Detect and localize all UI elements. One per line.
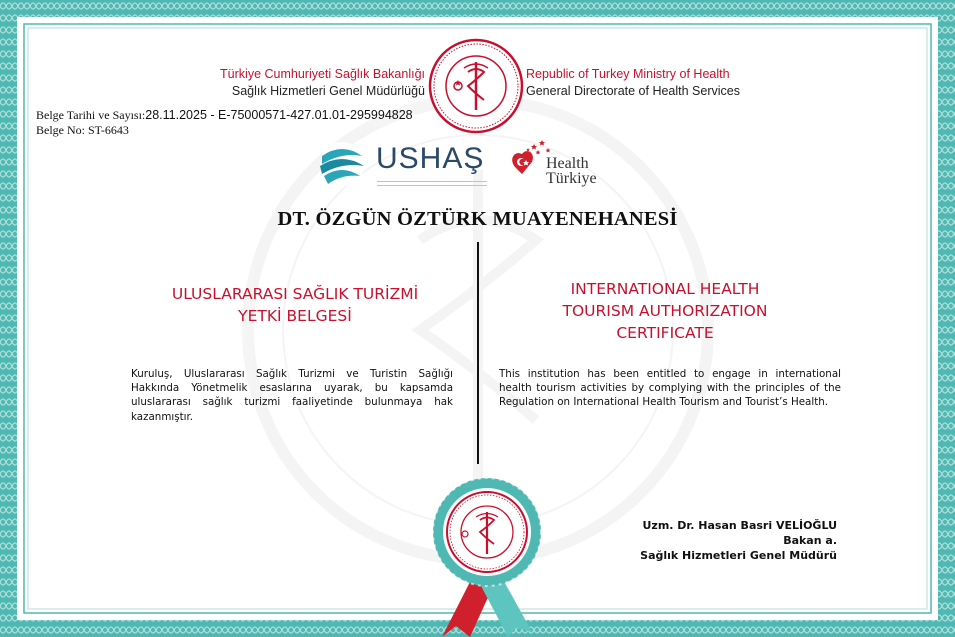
signatory-name: Uzm. Dr. Hasan Basri VELİOĞLU	[642, 519, 837, 532]
ushas-logo-subtext	[377, 180, 487, 188]
header-turkish	[220, 66, 425, 100]
ushas-logo-icon	[316, 138, 376, 190]
english-certificate-title	[490, 278, 840, 344]
ministry-seal-icon	[428, 38, 524, 134]
document-number: Belge No: ST-6643	[36, 123, 129, 137]
tr-title-line1: ULUSLARARASI SAĞLIK TURİZMİ	[171, 285, 419, 303]
header-english	[526, 66, 740, 100]
header-tr-ministry: Türkiye Cumhuriyeti Sağlık Bakanlığı	[220, 67, 425, 81]
signature-block	[640, 518, 837, 563]
signatory-proxy: Bakan a.	[783, 534, 837, 547]
ushas-logo-text: USHAŞ	[376, 142, 485, 175]
en-title-line2: TOURISM AUTHORIZATION	[562, 302, 768, 320]
en-title-line3: CERTIFICATE	[616, 324, 714, 342]
en-title-line1: INTERNATIONAL HEALTH	[570, 280, 760, 298]
signatory-title: Sağlık Hizmetleri Genel Müdürü	[640, 549, 837, 562]
column-divider	[477, 242, 479, 464]
health-logo-text-line1: Health	[546, 155, 589, 172]
header-en-directorate: General Directorate of Health Services	[526, 84, 740, 98]
health-logo-text-line2: Türkiye	[546, 170, 597, 187]
header-tr-directorate: Sağlık Hizmetleri Genel Müdürlüğü	[231, 84, 425, 98]
tr-title-line2: YETKİ BELGESİ	[238, 307, 352, 325]
turkish-body-text: Kuruluş, Uluslararası Sağlık Turizmi ve Turistin Sağlığı Hakkında Yönetmelik esaslarına uyarak, bu kapsamda uluslararası sağlık turizmi faaliyetinde bulunmaya hak kazanmıştır.	[131, 368, 453, 423]
institution-name: DT. ÖZGÜN ÖZTÜRK MUAYENEHANESİ	[277, 208, 678, 230]
turkish-certificate-title	[120, 283, 470, 327]
rosette-seal-icon	[412, 474, 562, 637]
document-info	[36, 108, 413, 138]
document-date-value: 28.11.2025 - E-75000571-427.01.01-295994828	[145, 108, 413, 122]
english-body-text: This institution has been entitled to engage in international health tourism activities by complying with the principles of the Regulation on International Health Tourism and Tourist’s Health.	[499, 368, 841, 409]
document-date-label: Belge Tarihi ve Sayısı:	[36, 108, 146, 122]
header-en-ministry: Republic of Turkey Ministry of Health	[526, 67, 730, 81]
